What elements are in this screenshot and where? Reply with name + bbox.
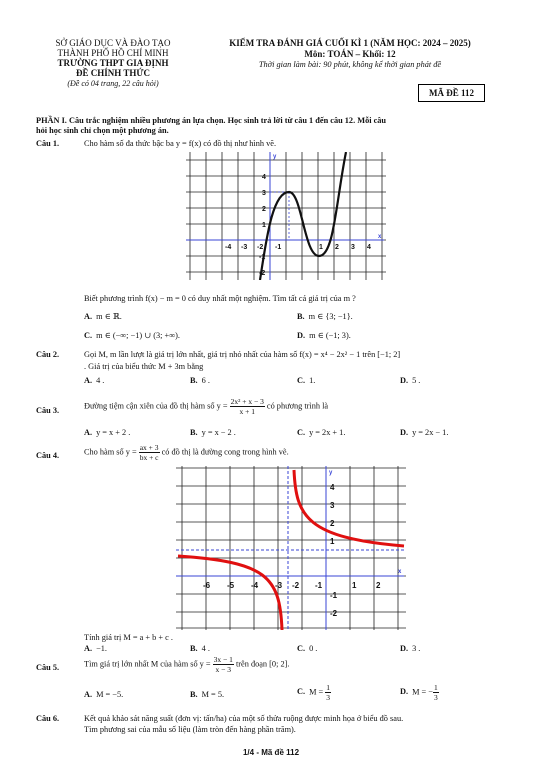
header-official: ĐỀ CHÍNH THỨC <box>75 68 150 78</box>
q2-text-cont: . Giá trị của biểu thức M + 3m bằng <box>84 362 204 371</box>
q1-option-c: C. m ∈ (−∞; −1) ∪ (3; +∞). <box>84 331 180 340</box>
header-city: THÀNH PHỐ HỒ CHÍ MINH <box>57 48 169 58</box>
q2-option-d: D. 5 . <box>400 376 421 385</box>
q4-ask: Tính giá trị M = a + b + c . <box>84 633 173 642</box>
q4-option-b: B. 4 . <box>190 644 210 653</box>
header-school: TRƯỜNG THPT GIA ĐỊNH <box>57 58 169 68</box>
q3-option-b: B. y = x − 2 . <box>190 428 236 437</box>
q3-label: Câu 3. <box>36 406 60 415</box>
q1-xtick: -2 <box>257 244 264 251</box>
q1-ytick: -2 <box>259 270 266 277</box>
q1-ytick: -1 <box>259 254 266 261</box>
q1-ytick: 2 <box>262 206 266 213</box>
q1-ytick: 1 <box>262 222 266 229</box>
q4-ytick: 1 <box>330 537 335 546</box>
q5-text: Tìm giá trị lớn nhất M của hàm số y = $\frac{3x - 1}{x - 3}$ trên đoạn [0; 2]. <box>84 655 290 674</box>
q1-option-d: D. m ∈ (−1; 3). <box>297 331 351 340</box>
q2-label: Câu 2. <box>36 350 60 359</box>
q2-option-c: C. 1. <box>297 376 316 385</box>
header-department: SỞ GIÁO DỤC VÀ ĐÀO TẠO <box>55 38 171 48</box>
q1-option-b: B. m ∈ {3; −1}. <box>297 312 353 321</box>
q4-xtick: -6 <box>203 581 211 590</box>
q5-fraction: $\frac{3x - 1}{x - 3}$ <box>213 655 233 674</box>
q4-fraction: $\frac{ax + 3}{bx + c}$ <box>139 443 159 462</box>
q1-option-a: A. m ∈ ℝ. <box>84 312 122 321</box>
q4-label: Câu 4. <box>36 451 60 460</box>
q5-option-a: A. M = −5. <box>84 690 124 699</box>
q4-option-c: C. 0 . <box>297 644 318 653</box>
page-footer: 1/4 - Mã đề 112 <box>242 748 300 757</box>
q1-xtick: 4 <box>367 244 371 251</box>
q2-option-b: B. 6 . <box>190 376 210 385</box>
q5-option-b: B. M = 5. <box>190 690 225 699</box>
q4-xtick: -1 <box>315 581 323 590</box>
q4-text: Cho hàm số y = $\frac{ax + 3}{bx + c}$ có đồ thị là đường cong trong hình vẽ. <box>84 443 289 462</box>
q2-option-a: A. 4 . <box>84 376 105 385</box>
q5-label: Câu 5. <box>36 663 60 672</box>
exam-code: MÃ ĐỀ 112 <box>418 84 485 102</box>
q3-text: Đường tiệm cận xiên của đồ thị hàm số y = $\frac{\text{2x² + x − 3}}{x + 1}$ có phương trình là <box>84 397 329 416</box>
q4-option-a: A. −1. <box>84 644 107 653</box>
q5-option-c: C. M = $\frac{1}{3}$ <box>297 683 331 702</box>
q4-xtick: 1 <box>352 581 357 590</box>
q1-graph <box>186 152 386 280</box>
part1-heading-cont: hỏi học sinh chỉ chọn một phương án. <box>36 126 169 135</box>
q1-xtick: -3 <box>241 244 248 251</box>
q1-text: Cho hàm số đa thức bậc ba y = f(x) có đồ thị như hình vẽ. <box>84 139 277 148</box>
q1-yaxis-label: y <box>273 154 277 160</box>
exam-subject: Môn: TOÁN – Khối: 12 <box>304 49 396 59</box>
q1-xtick: -1 <box>275 244 282 251</box>
q1-ask: Biết phương trình f(x) − m = 0 có duy nhất một nghiệm. Tìm tất cả giá trị của m ? <box>84 294 356 303</box>
q4-xtick: -2 <box>292 581 300 590</box>
q5-option-d: D. M = − $\frac{1}{3}$ <box>400 683 438 702</box>
q6-label: Câu 6. <box>36 714 60 723</box>
q5-c-fraction: $\frac{1}{3}$ <box>326 683 331 702</box>
q6-line1: Kết quả khảo sát năng suất (đơn vị: tấn/ha) của một số thửa ruộng được minh họa ở biểu đồ sau. <box>84 714 404 723</box>
q2-text: Gọi M, m lần lượt là giá trị lớn nhất, giá trị nhỏ nhất của hàm số f(x) = x⁴ − 2x² − 1 trên [−1; 2] <box>84 350 401 359</box>
q4-xtick: 2 <box>376 581 381 590</box>
q1-xtick: 2 <box>335 244 339 251</box>
q4-xtick: -5 <box>227 581 235 590</box>
q1-xtick: 3 <box>351 244 355 251</box>
q4-option-d: D. 3 . <box>400 644 421 653</box>
q4-xaxis-label: x <box>398 569 402 575</box>
q1-xtick: 1 <box>319 244 323 251</box>
part1-heading: PHẦN I. Câu trắc nghiệm nhiều phương án lựa chọn. Học sinh trả lời từ câu 1 đến câu 12. Mỗi câu <box>36 116 387 125</box>
q3-option-c: C. y = 2x + 1. <box>297 428 346 437</box>
q1-label: Câu 1. <box>36 139 60 148</box>
q1-xtick: -4 <box>225 244 232 251</box>
q1-ytick: 3 <box>262 190 266 197</box>
q4-yaxis-label: y <box>329 470 333 476</box>
q4-graph <box>176 466 406 630</box>
q3-fraction: $\frac{\text{2x² + x − 3}}{x + 1}$ <box>230 397 264 416</box>
q4-xtick: -3 <box>275 581 283 590</box>
q1-ytick: 4 <box>262 174 266 181</box>
q4-xtick: -4 <box>251 581 259 590</box>
q5-d-fraction: $\frac{1}{3}$ <box>433 683 438 702</box>
exam-title: KIỂM TRA ĐÁNH GIÁ CUỐI KÌ 1 (NĂM HỌC: 2024 – 2025) <box>229 38 471 48</box>
exam-time: Thời gian làm bài: 90 phút, không kể thời gian phát đề <box>258 60 442 69</box>
q4-ytick: 2 <box>330 519 335 528</box>
q4-ytick: -2 <box>330 609 338 618</box>
q4-ytick: -1 <box>330 591 338 600</box>
q1-xaxis-label: x <box>378 234 382 240</box>
q4-ytick: 4 <box>330 483 335 492</box>
q6-line2: Tìm phương sai của mẫu số liệu (làm tròn đến hàng phần trăm). <box>84 725 296 734</box>
q3-option-a: A. y = x + 2 . <box>84 428 131 437</box>
q3-option-d: D. y = 2x − 1. <box>400 428 449 437</box>
q4-ytick: 3 <box>330 501 335 510</box>
header-pages-note: (Đề có 04 trang, 22 câu hỏi) <box>67 79 159 88</box>
